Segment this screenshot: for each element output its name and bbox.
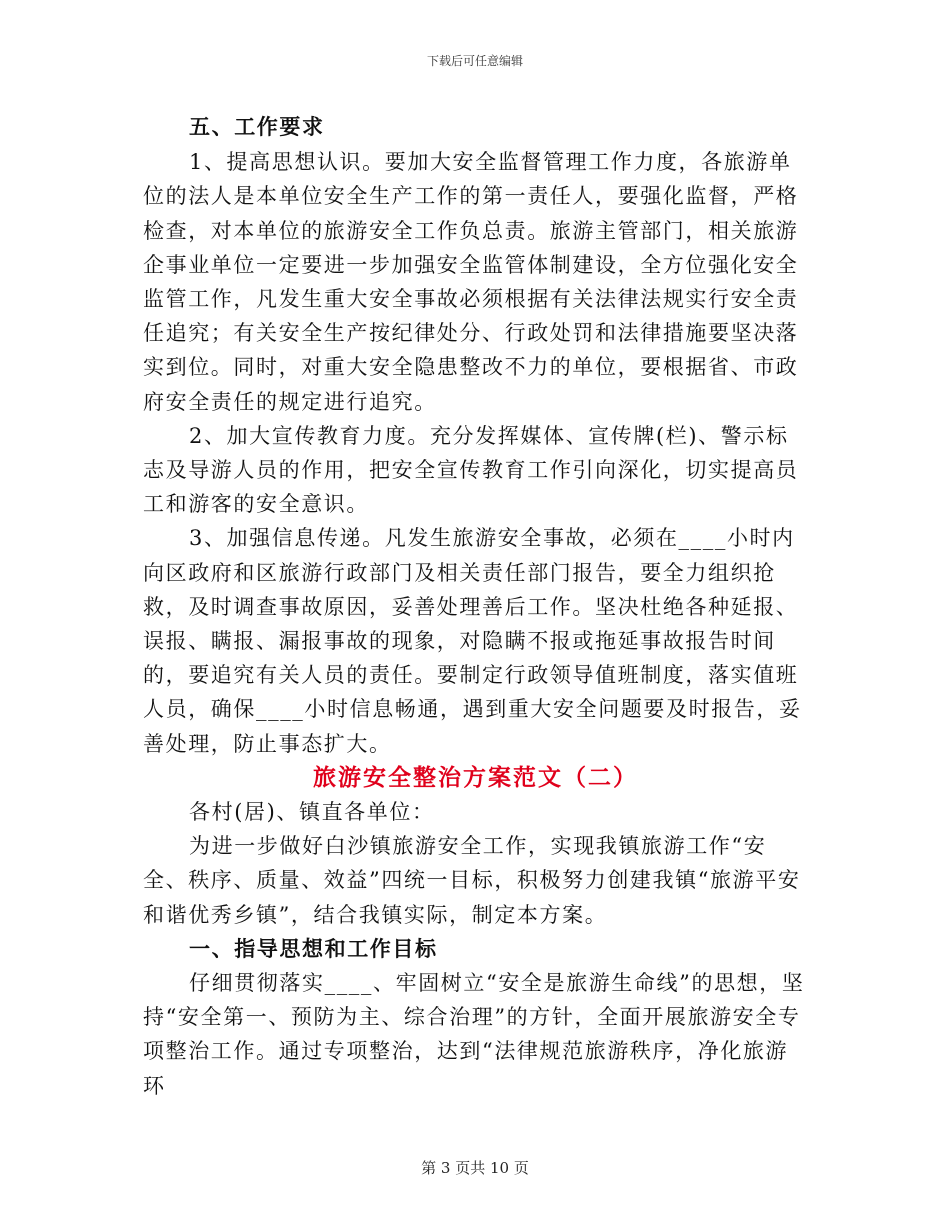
salutation: 各村(居)、镇直各单位： [189,800,435,825]
page-header-note: 下载后可任意编辑 [426,54,523,68]
section-heading-guiding-ideology: 一、指导思想和工作目标 [189,935,438,961]
paragraph-raise-awareness: 1、提高思想认识。要加大安全监督管理工作力度，各旅游单位的法人是本单位安全生产工作的第一责任人，要强化监督，严格检查，对本单位的旅游安全工作负总责。旅游主管部门，相关旅游企事业单位一定要进一步加强安全监管体制建设，全方位强化安全监管工作，凡发生重大安全事故必须根据有关法律法规实行安全责任追究；有关安全生产按纪律处分、行政处罚和法律措施要坚决落实到位。同时，对重大安全隐患整改不力的单位，要根据省、市政府安全责任的规定进行追究。 [143,150,799,414]
paragraph-guiding-ideology: 仔细贯彻落实____、牢固树立“安全是旅游生命线”的思想，坚持“安全第一、预防为主、综合治理”的方针，全面开展旅游安全专项整治工作。通过专项整治，达到“法律规范旅游秩序，净化旅游环 [143,971,805,1098]
document-title-part-two: 旅游安全整治方案范文（二） [313,763,638,791]
section-heading-work-requirements: 五、工作要求 [189,114,325,139]
paragraph-introduction: 为进一步做好白沙镇旅游安全工作，实现我镇旅游工作“安全、秩序、质量、效益”四统一目标，积极努力创建我镇“旅游平安和谐优秀乡镇”，结合我镇实际，制定本方案。 [143,834,801,927]
paragraph-publicity-education: 2、加大宣传教育力度。充分发挥媒体、宣传牌(栏)、警示标志及导游人员的作用，把安全宣传教育工作引向深化，切实提高员工和游客的安全意识。 [143,423,799,517]
document-body [143,110,808,1103]
page-number-footer: 第 3 页共 10 页 [421,1159,529,1177]
paragraph-information-delivery: 3、加强信息传递。凡发生旅游安全事故，必须在____小时内向区政府和区旅游行政部门及相关责任部门报告，要全力组织抢救，及时调查事故原因，妥善处理善后工作。坚决杜绝各种延报、误报、瞒报、漏报事故的现象，对隐瞒不报或拖延事故报告时间的，要追究有关人员的责任。要制定行政领导值班制度，落实值班人员，确保____小时信息畅通，遇到重大安全问题要及时报告，妥善处理，防止事态扩大。 [143,526,802,756]
